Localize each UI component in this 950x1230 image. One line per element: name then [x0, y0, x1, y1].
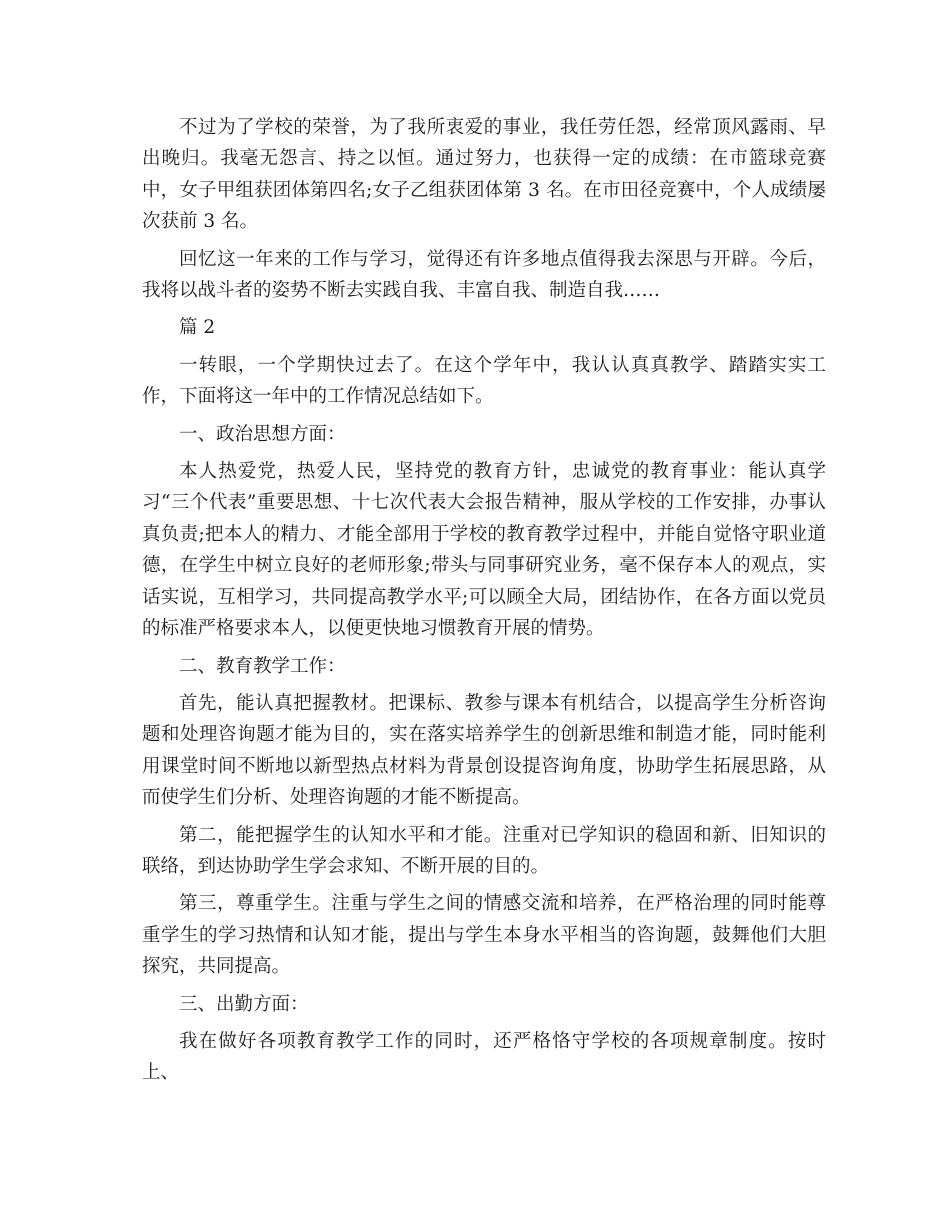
paragraph-teaching-second: 第二，能把握学生的认知水平和才能。注重对已学知识的稳固和新、旧知识的联络，到达协助学生学会求知、不断开展的目的。	[142, 824, 826, 877]
paragraph-intro: 一转眼，一个学期快过去了。在这个学年中，我认认真真教学、踏踏实实工作，下面将这一年中的工作情况总结如下。	[142, 354, 826, 408]
paragraph-teaching-first: 首先，能认真把握教材。把课标、教参与课本有机结合，以提高学生分析咨询题和处理咨询题才能为目的，实在落实培养学生的创新思维和制造才能，同时能利用课堂时间不断地以新型热点材料为背景创设提咨询角度，协助学生拓展思路，从而使学生们分析、处理咨询题的才能不断提高。	[142, 692, 826, 809]
paragraph-attendance: 我在做好各项教育教学工作的同时，还严格恪守学校的各项规章制度。按时上、	[142, 1030, 826, 1084]
paragraph-political-thought: 本人热爱党，热爱人民，坚持党的教育方针，忠诚党的教育事业：能认真学习“三个代表”重要思想、十七次代表大会报告精神，服从学校的工作安排，办事认真负责;把本人的精力、才能全部用于学校的教育教学过程中，并能自觉恪守职业道德，在学生中树立良好的老师形象;带头与同事研究业务，毫不保存本人的观点，实话实说，互相学习，共同提高教学水平;可以顾全大局，团结协作，在各方面以党员的标准严格要求本人，以便更快地习惯教育开展的情势。	[142, 461, 826, 640]
document-body	[142, 112, 826, 1089]
heading-teaching-work: 二、教育教学工作：	[179, 655, 346, 677]
paragraph-teaching-third: 第三，尊重学生。注重与学生之间的情感交流和培养，在严格治理的同时能尊重学生的学习热情和认知才能，提出与学生本身水平相当的咨询题，鼓舞他们大胆探究，共同提高。	[142, 893, 826, 978]
paragraph-reflection: 回忆这一年来的工作与学习，觉得还有许多地点值得我去深思与开辟。今后，我将以战斗者的姿势不断去实践自我、丰富自我、制造自我……	[142, 248, 826, 302]
heading-political-thought: 一、政治思想方面：	[179, 423, 346, 445]
paragraph-honor-achievements: 不过为了学校的荣誉，为了我所衷爱的事业，我任劳任怨，经常顶风露雨、早出晚归。我毫无怨言、持之以恒。通过努力，也获得一定的成绩：在市篮球竞赛中，女子甲组获团体第四名;女子乙组获团体第 3 名。在市田径竞赛中，个人成绩屡次获前 3 名。	[142, 117, 826, 233]
section-heading-part-2: 篇 2	[179, 317, 216, 339]
heading-attendance: 三、出勤方面：	[179, 993, 309, 1015]
